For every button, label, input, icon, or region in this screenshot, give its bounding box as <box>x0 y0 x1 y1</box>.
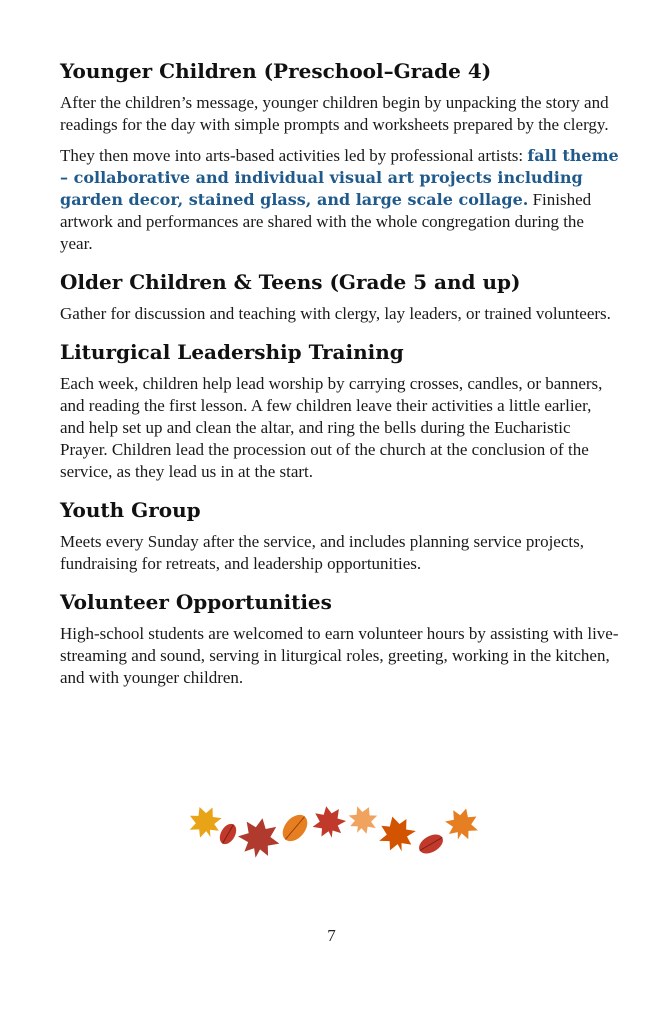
section-older-children <box>60 269 620 325</box>
section-paragraph: Gather for discussion and teaching with clergy, lay leaders, or trained volunteers. <box>60 304 611 323</box>
document-page <box>60 58 620 703</box>
section-paragraph <box>60 145 620 255</box>
section-heading: Volunteer Opportunities <box>60 590 332 614</box>
section-heading: Liturgical Leadership Training <box>60 340 404 364</box>
section-paragraph: After the children’s message, younger children begin by unpacking the story and readings for the day with simple prompts and worksheets prepared by the clergy. <box>60 93 609 134</box>
page-number: 7 <box>327 926 336 945</box>
section-liturgical-leadership <box>60 339 620 483</box>
maple-leaf-icon <box>235 815 283 862</box>
maple-leaf-icon <box>343 801 382 839</box>
oval-leaf-icon <box>216 821 239 847</box>
section-paragraph: Each week, children help lead worship by carrying crosses, candles, or banners, and reading the first lesson. A few children leave their activities a little earlier, and help set up and clean the altar, and ring the bells during the Eucharistic Prayer. Children lead the procession out of the church at the conclusion of the service, as they lead us in at the start. <box>60 374 603 481</box>
section-paragraph: High-school students are welcomed to earn volunteer hours by assisting with live-streaming and sound, serving in liturgical roles, greeting, working in the kitchen, and with younger children. <box>60 624 619 687</box>
oval-leaf-icon <box>278 810 313 846</box>
oval-leaf-icon <box>416 831 447 858</box>
maple-leaf-icon <box>374 812 420 857</box>
maple-leaf-icon <box>441 804 482 844</box>
maple-leaf-icon <box>309 803 348 840</box>
section-heading: Younger Children (Preschool–Grade 4) <box>60 59 492 83</box>
section-younger-children <box>60 58 620 255</box>
section-heading: Youth Group <box>60 498 201 522</box>
paragraph-text: They then move into arts-based activities led by professional artists: <box>60 146 528 165</box>
highlight-text: fall theme – collaborative and individual visual art projects including garden decor, stained glass, and large scale collage. <box>60 146 619 209</box>
section-volunteer-opportunities <box>60 589 620 689</box>
paragraph-text: Finished artwork and performances are shared with the whole congregation during the year. <box>60 190 592 253</box>
section-paragraph: Meets every Sunday after the service, and includes planning service projects, fundraising for retreats, and leadership opportunities. <box>60 532 584 573</box>
section-youth-group <box>60 497 620 575</box>
section-heading: Older Children & Teens (Grade 5 and up) <box>60 270 521 294</box>
autumn-leaves-garland-icon <box>183 800 483 870</box>
